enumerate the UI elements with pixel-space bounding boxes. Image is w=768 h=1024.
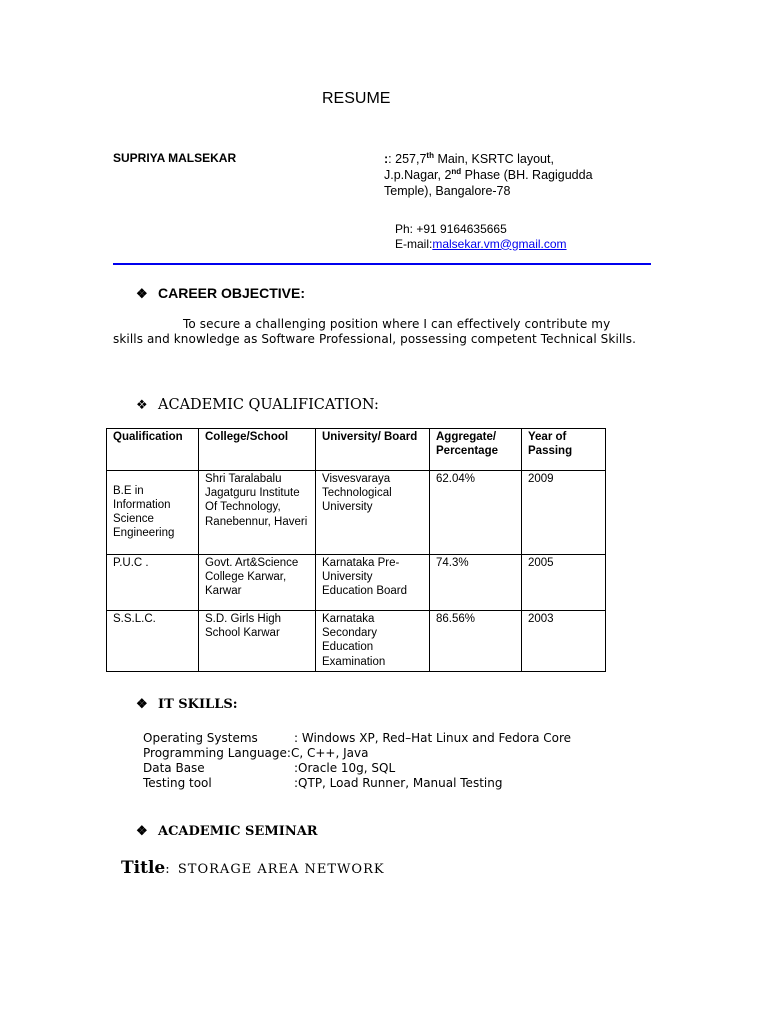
table-header: Aggregate/ Percentage [430,429,522,471]
skill-row [143,776,571,791]
skill-key: Operating Systems [143,731,258,745]
skill-value: :C, C++, Java [286,746,369,760]
table-cell: B.E in Information Science Engineering [107,471,199,555]
seminar-title: Title: STORAGE AREA NETWORK [121,858,385,878]
email-label: E-mail: [395,236,433,251]
table-cell: Govt. Art&Science College Karwar, Karwar [199,555,316,611]
email-link[interactable]: malsekar.vm@gmail.com [432,236,567,251]
table-cell: P.U.C . [107,555,199,611]
diamond-bullet-icon: ❖ [136,286,148,301]
skill-row [143,761,571,776]
table-row [107,611,606,672]
skill-value: : Windows XP, Red–Hat Linux and Fedora Core [294,731,572,745]
table-cell: 62.04% [430,471,522,555]
skill-key: Data Base [143,761,205,775]
academic-qualification-heading [136,397,379,413]
address-line1-suffix: Main, KSRTC layout, [433,152,554,166]
contact-block [395,222,567,251]
skill-value: :QTP, Load Runner, Manual Testing [294,776,503,790]
skill-value: :Oracle 10g, SQL [294,761,396,775]
candidate-name: SUPRIYA MALSEKAR [113,151,237,165]
table-cell: S.D. Girls High School Karwar [199,611,316,672]
diamond-bullet-icon: ❖ [136,697,148,712]
it-skills-heading-text: IT SKILLS: [158,697,238,712]
table-cell: 2003 [522,611,606,672]
seminar-heading-text: ACADEMIC SEMINAR [158,824,318,839]
academic-seminar-heading [136,824,318,839]
seminar-title-label: Title [121,858,166,878]
table-cell: 86.56% [430,611,522,672]
it-skills-heading [136,697,238,712]
seminar-title-value: STORAGE AREA NETWORK [177,862,385,877]
document-title: RESUME [322,90,391,107]
diamond-bullet-icon: ❖ [136,398,148,413]
table-cell: Shri Taralabalu Jagatguru Institute Of Technology, Ranebennur, Haveri [199,471,316,555]
table-header-row [107,429,606,471]
address-line2-prefix: J.p.Nagar, 2 [384,168,452,182]
table-cell: S.S.L.C. [107,611,199,672]
table-cell: Karnataka Pre-University Education Board [316,555,430,611]
address-line3: Temple), Bangalore-78 [384,184,511,198]
diamond-bullet-icon: ❖ [136,824,148,839]
table-cell: Visvesvaraya Technological University [316,471,430,555]
career-heading-text: CAREER OBJECTIVE: [158,285,306,301]
table-cell: 2009 [522,471,606,555]
address-line2-sup: nd [451,166,462,176]
qualification-table [106,428,606,672]
it-skills-list [143,731,571,791]
career-objective-text [113,317,643,347]
address-line1-prefix: : 257,7 [388,152,427,166]
skill-row [143,731,571,746]
table-header: Qualification [107,429,199,471]
skill-key: Programming Language [143,746,287,760]
address-line2-suffix: Phase (BH. Ragigudda [461,168,593,182]
table-header: Year of Passing [522,429,606,471]
career-text: To secure a challenging position where I can effectively contribute my skills and knowledge as Software Professional, possessing competent Technical Skills. [113,317,637,346]
academic-heading-text: ACADEMIC QUALIFICATION: [158,397,379,413]
table-cell: 2005 [522,555,606,611]
address-line1-sup: th [426,150,434,160]
phone-number: Ph: +91 9164635665 [395,222,507,236]
header-divider [113,263,651,265]
address-block: :: 257,7th Main, KSRTC layout, J.p.Nagar, 2nd Phase (BH. Ragigudda Temple), Bangalore-78 [384,150,593,198]
career-objective-heading [136,285,305,302]
table-header: College/School [199,429,316,471]
table-row [107,471,606,555]
skill-key: Testing tool [143,776,212,790]
table-header: University/ Board [316,429,430,471]
table-cell: 74.3% [430,555,522,611]
table-row [107,555,606,611]
skill-row [143,746,571,761]
table-cell: Karnataka Secondary Education Examination [316,611,430,672]
